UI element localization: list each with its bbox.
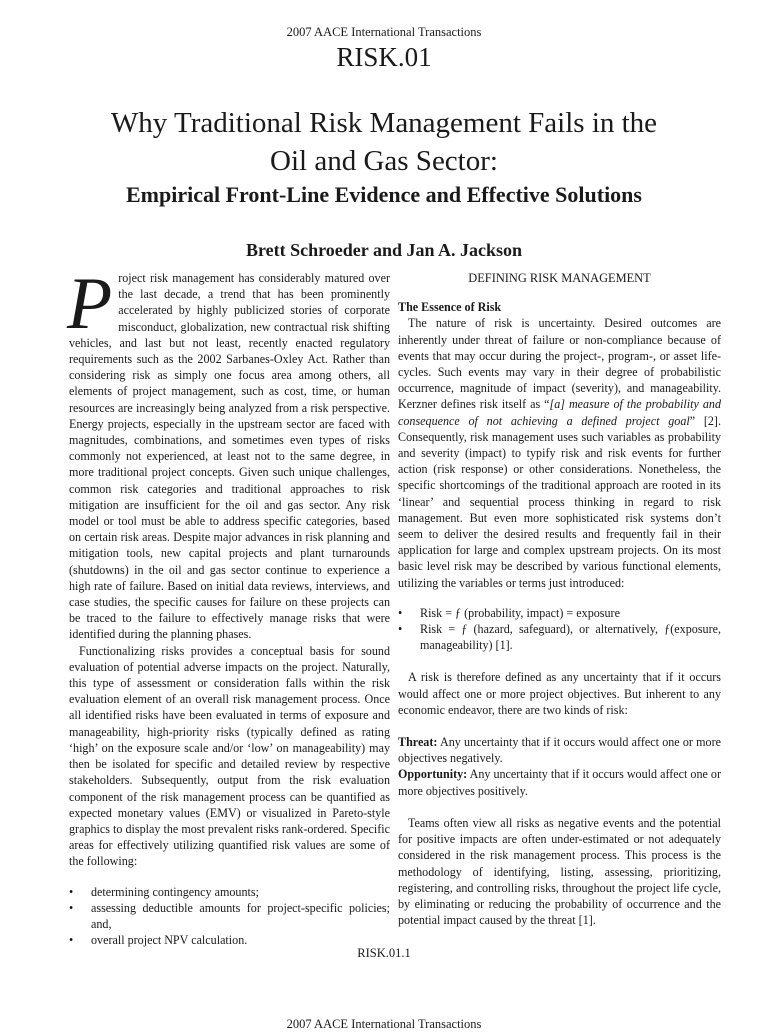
next-page-header: 2007 AACE International Transactions [286,1017,482,1031]
threat-term: Threat: [398,735,438,750]
title-line-2: Oil and Gas Sector: [270,145,498,177]
list-item: • Risk = ƒ (hazard, safeguard), or alternatively, ƒ(exposure, manageability) [1]. [398,622,721,653]
essence-paragraph: The nature of risk is uncertainty. Desired outcomes are inherently under threat of failure or non-compliance because of events that may occur during the project-, program-, or asset life-cycles. Such events may vary in their degree of probabilistic occurrence, magnitude of impact (severity), and manageability. Kerzner defines risk itself as “[a] measure of the probability and consequence of not achieving a defined project goal” [2]. Consequently, risk management uses such variables as probability and severity (impact) to typify risk and risk events for further action (risk response) or other considerations. Nonetheless, the specific shortcomings of the traditional approach are rooted in its ‘linear’ and sequential process thinking in regard to risk management. But even more sophisticated risk systems don’t seem to deliver the desired results and frequently fail in their application for large and complex upstream projects. On its most basic level risk may be described by various functional elements, utilizing the variables or terms just introduced: [398,316,721,590]
opportunity-definition: Opportunity: Any uncertainty that if it occurs would affect one or more objectives positively. [398,767,721,798]
bullet-icon: • [398,605,403,620]
section-heading: DEFINING RISK MANAGEMENT [468,271,651,285]
opportunity-term: Opportunity: [398,767,468,782]
bullet-icon: • [398,622,403,637]
intro-paragraph [67,263,390,643]
list-item: • Risk = ƒ (probability, impact) = exposure [398,605,620,620]
bullet-icon: • [69,884,74,899]
left-column [67,263,390,948]
quantified-risk-uses-list [69,884,390,949]
right-column [398,270,721,928]
subsection-heading: The Essence of Risk [398,300,502,315]
risk-function-list [398,605,721,654]
bullet-icon: • [69,933,74,948]
kerzner-quote: [a] measure of the probability and consequence of not achieving a defined project goal [398,397,721,428]
intro-text: roject risk management has considerably matured over the last decade, a trend that has been prominently accelerated by highly publicized stories of corporate misconduct, globalization, new contractual risk shifting vehicles, and last but not least, recently enacted regulatory requirements such as the 2002 Sarbanes-Oxley Act. Rather than considering risk as simply one focus area among others, all elements of project management, such as cost, time, or human resources are increasingly being analyzed from a risk perspective. Energy projects, especially in the upstream sector are faced with magnitudes, combinations, and sometimes even types of risks commonly not experienced, at least not to the same degree, in more traditional project concepts. Given such unique challenges, common risk categories and traditional approaches to risk mitigation are insufficient for the oil and gas sector. Any risk model or tool must be able to address specific categories, based on certain risk areas. Despite major advances in risk planning and mitigation tools, new capital projects and plant turnarounds (shutdowns) in the oil and gas sector continue to experience a high rate of failure. Based on initial data reviews, interviews, and case studies, the specific causes for failure on these projects can be traced to the failure to effectively manage risks that were identified during the planning phases. [69,271,390,642]
risk-definition-paragraph: A risk is therefore defined as any uncertainty that if it occurs would affect one or more project objectives. But inherent to any economic endeavor, there are two kinds of risk: [398,670,721,717]
functionalizing-paragraph: Functionalizing risks provides a conceptual basis for sound evaluation of potential adverse impacts on the project. Naturally, this type of assessment or consideration falls within the risk evaluation element of an overall risk management process. Once all identified risks have been evaluated in terms of exposure and manageability, high-priority risks (typically defined as rating ‘high’ on the exposure scale and/or ‘low’ on manageability) may then be isolated for specific and detailed review by respective stakeholders. Subsequently, output from the risk evaluation component of the risk management process can be quantified as expected monetary values (EMV) or visualized in Pareto-style graphics to display the most prevalent risks rank-ordered. Specific areas for effectively utilizing quantified risk values are some of the following: [69,643,390,869]
title-line-1: Why Traditional Risk Management Fails in the [110,107,658,139]
bullet-icon: • [69,900,74,915]
transactions-header: 2007 AACE International Transactions [286,25,482,39]
page-footer: RISK.01.1 [357,946,411,960]
paper-id: RISK.01 [336,42,432,72]
list-item: • assessing deductible amounts for project-specific policies; and, [69,900,390,931]
drop-cap: P [67,263,113,345]
paper-title [40,104,728,180]
threat-definition: Threat: Any uncertainty that if it occurs would affect one or more objectives negatively. [398,735,721,766]
teams-paragraph: Teams often view all risks as negative events and the potential for positive impacts are often under-estimated or not adequately considered in the risk management process. This process is the methodology of identifying, listing, assessing, prioritizing, registering, and controlling risks, throughout the project life cycle, by eliminating or reducing the probability of occurrence and the potential impact caused by the threat [1]. [398,815,721,928]
list-item: • determining contingency amounts; [69,884,259,899]
list-item: • overall project NPV calculation. [69,933,248,948]
authors: Brett Schroeder and Jan A. Jackson [245,240,523,260]
paper-subtitle: Empirical Front-Line Evidence and Effective Solutions [126,182,642,207]
